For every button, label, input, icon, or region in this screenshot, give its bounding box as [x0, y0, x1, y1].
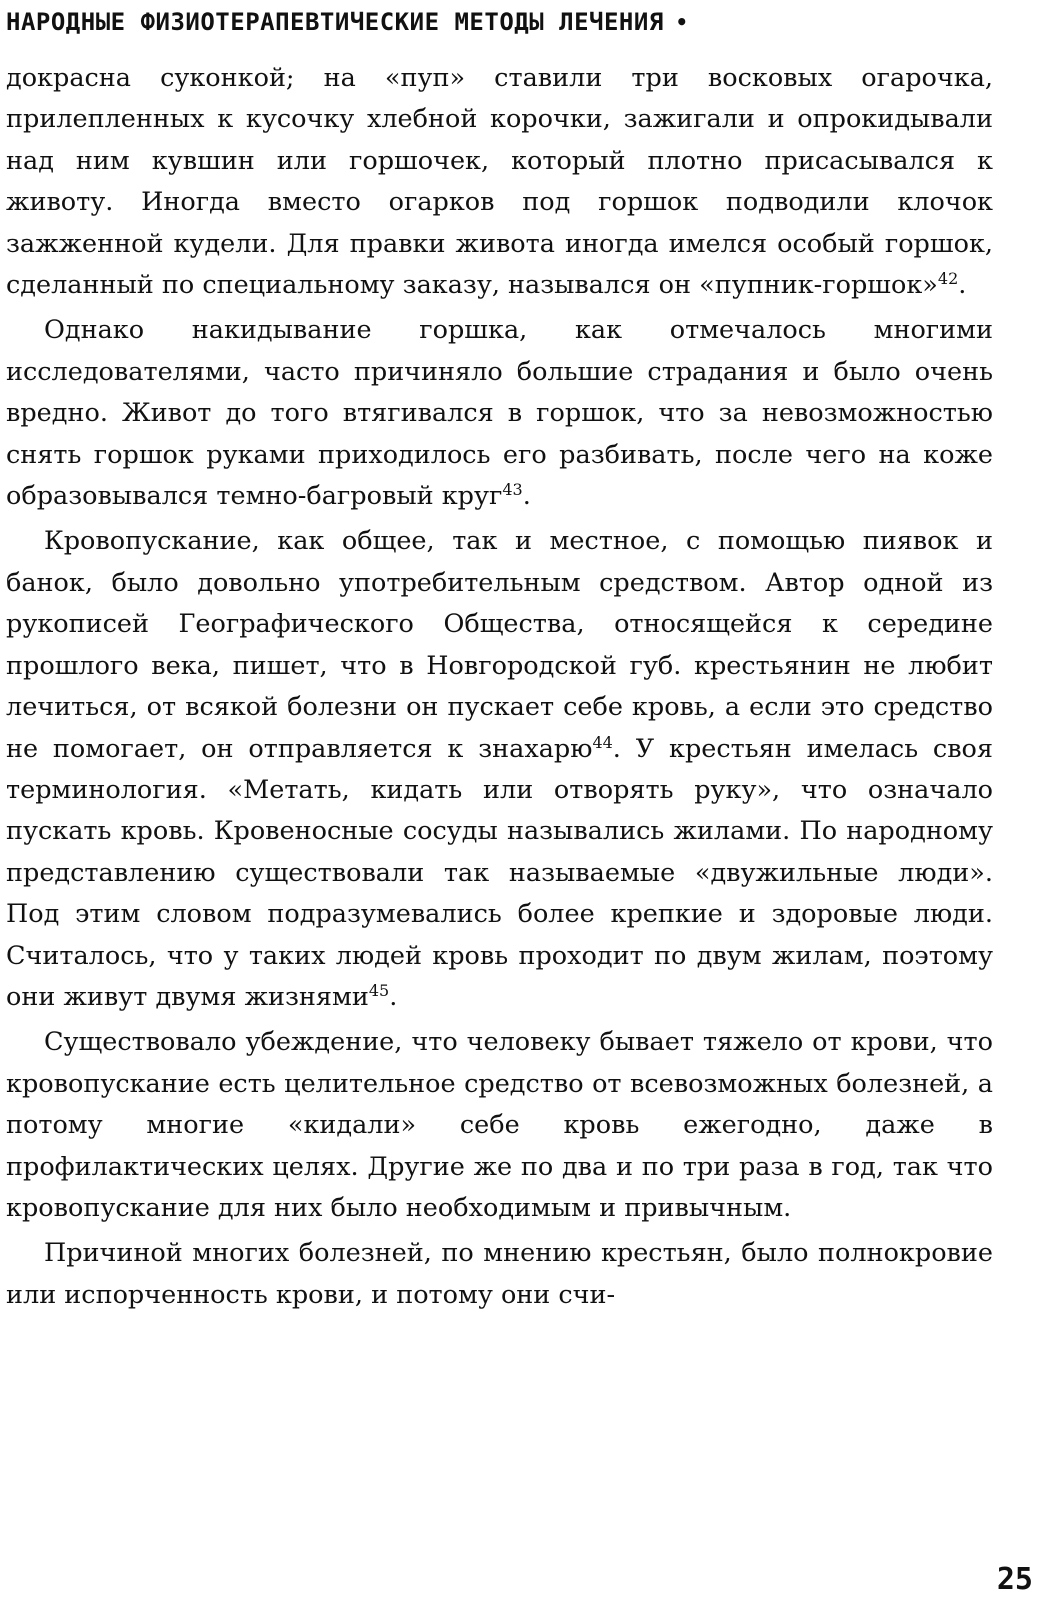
- body-text: [6, 58, 993, 1316]
- paragraph-text: докрасна суконкой; на «пуп» ставили три восковых огарочка, прилепленных к кусочку хлебной корочки, зажигали и опрокидывали над ним кувшин или горшочек, который плотно присасывался к животу. Иногда вместо огарков под горшок подводили клочок зажженной кудели. Для правки живота иногда имелся особый горшок, сделанный по специальному заказу, назывался он «пупник-горшок»: [6, 63, 993, 301]
- footnote-ref-42: 42: [937, 269, 959, 289]
- paragraph-4: [6, 1022, 993, 1229]
- footnote-ref-44: 44: [592, 732, 613, 752]
- paragraph-tail: .: [958, 270, 967, 301]
- running-title: НАРОДНЫЕ ФИЗИОТЕРАПЕВТИЧЕСКИЕ МЕТОДЫ ЛЕЧЕНИЯ: [6, 8, 664, 36]
- page-number: 25: [996, 1562, 1033, 1597]
- paragraph-tail: .: [522, 481, 531, 512]
- paragraph-text-continued: . У крестьян имелась своя терминология. «Метать, кидать или отворять руку», что означало пускать кровь. Кровеносные сосуды назывались жилами. По народному представлению существовали так называемые «двужильные люди». Под этим словом подразумевались более крепкие и здоровые люди. Считалось, что у таких людей кровь проходит по двум жилам, поэтому они живут двумя жизнями: [6, 733, 993, 1012]
- paragraph-3: [6, 521, 993, 1018]
- footnote-ref-43: 43: [502, 480, 523, 500]
- paragraph-2: [6, 310, 993, 517]
- paragraph-text: Кровопускание, как общее, так и местное, с помощью пиявок и банок, было довольно употребительным средством. Автор одной из рукописей Географического Общества, относящейся к середине прошлого века, пишет, что в Новгородской губ. крестьянин не любит лечиться, от всякой болезни он пускает себе кровь, а если это средство не помогает, он отправляется к знахарю: [6, 526, 993, 764]
- running-head: [6, 2, 1036, 42]
- paragraph-text: Однако накидывание горшка, как отмечалось многими исследователями, часто причиняло большие страдания и было очень вредно. Живот до того втягивался в горшок, что за невозможностью снять горшок руками приходилось его разбивать, после чего на коже образовывался темно-багровый круг: [6, 315, 993, 512]
- paragraph-1: [6, 58, 993, 306]
- paragraph-tail: .: [389, 981, 398, 1012]
- paragraph-text: Существовало убеждение, что человеку бывает тяжело от крови, что кровопускание есть целительное средство от всевозможных болезней, а потому многие «кидали» себе кровь ежегодно, даже в профилактических целях. Другие же по два и по три раза в год, так что кровопускание для них было необходимым и привычным.: [6, 1027, 993, 1223]
- header-bullet: •: [675, 10, 689, 34]
- paragraph-5: [6, 1233, 993, 1316]
- footnote-ref-45: 45: [368, 980, 390, 1000]
- paragraph-text: Причиной многих болезней, по мнению крестьян, было полнокровие или испорченность крови, и потому они счи-: [6, 1238, 993, 1310]
